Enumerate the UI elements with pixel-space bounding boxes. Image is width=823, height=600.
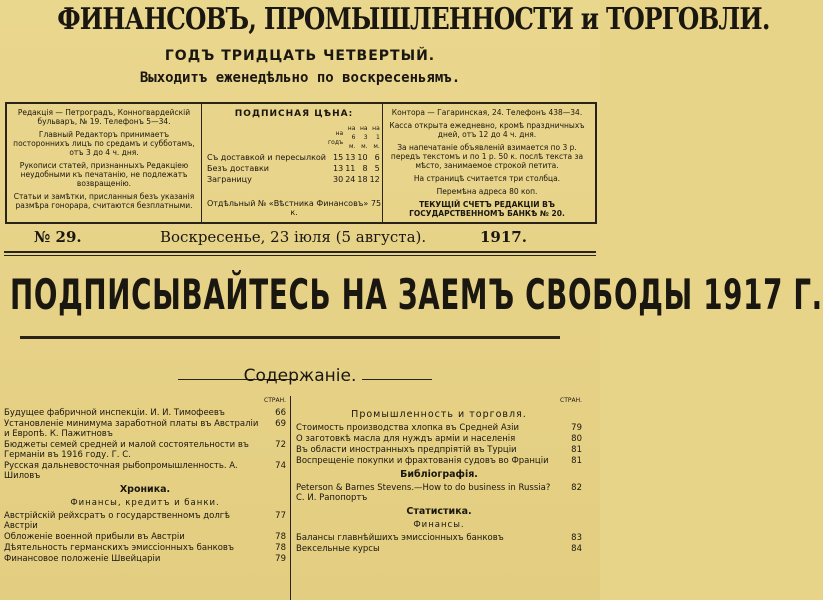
bank-account-note: ТЕКУЩІЙ СЧЕТЪ РЕДАКЦІИ ВЪ ГОСУДАРСТВЕННОМЪ БАНКѢ № 20. [409, 200, 565, 218]
toc-entry-title: Русская дальневосточная рыбопромышленность. А. Шиловъ [4, 461, 238, 481]
toc-entry-title: Финансовое положеніе Швейцаріи [4, 554, 161, 564]
toc-entry[interactable] [296, 483, 582, 503]
toc-entry[interactable] [296, 423, 582, 433]
info-box [5, 102, 597, 224]
columns-note: На страницѣ считается три столбца. [413, 174, 561, 183]
toc-entry-page: 78 [275, 543, 286, 553]
toc-entry-title: Бюджеты семей средней и малой состоятельности въ Германіи въ 1916 году. Г. С. [4, 440, 249, 460]
price-cell: 5 [374, 164, 380, 173]
toc-left-column [4, 396, 286, 565]
divider [4, 255, 596, 256]
toc-entry-page: 78 [275, 532, 286, 542]
toc-entry-page: 77 [275, 511, 286, 521]
price-cell: 12 [369, 175, 380, 184]
toc-entry-page: 81 [571, 445, 582, 455]
manuscripts-note: Рукописи статей, признанныхъ Редакціею неудобными къ печатанію, не подлежатъ возвращенію. [19, 161, 189, 188]
price-cell: 13 [345, 153, 356, 162]
subsection-heading: Финансы, кредитъ и банки. [70, 498, 220, 508]
prices-row-label: Заграницу [207, 175, 252, 184]
ad-rates: За напечатаніе объявленій взимается по 3 р. передъ текстомъ и по 1 р. 50 к. послѣ текста за мѣсто, занимаемое строкой петита. [390, 143, 584, 170]
prices-header-cell: на 1 м. [372, 125, 380, 150]
toc-entry[interactable] [4, 461, 286, 481]
page-column-label: СТРАН. [560, 397, 582, 404]
toc-entry[interactable] [4, 408, 286, 418]
subscription-prices-column [201, 104, 383, 222]
toc-entry-page: 83 [571, 533, 582, 543]
page-column-label: СТРАН. [264, 397, 286, 404]
price-cell: 13 [333, 164, 344, 173]
price-cell: 18 [357, 175, 368, 184]
banner-underline [20, 336, 560, 339]
masthead-title: ФИНАНСОВЪ, ПРОМЫШЛЕННОСТИ и ТОРГОВЛИ. [57, 2, 770, 37]
prices-row [206, 163, 381, 174]
divider [4, 251, 596, 253]
address-change-fee: Перемѣна адреса 80 коп. [436, 187, 538, 196]
prices-row [206, 174, 381, 185]
toc-right-column [296, 396, 582, 555]
prices-row [206, 152, 381, 163]
toc-entry-page: 72 [275, 440, 286, 450]
toc-entry[interactable] [296, 544, 582, 554]
toc-title: Содержаніе. [243, 366, 357, 386]
office-address: Контора — Гагаринская, 24. Телефонъ 438—34. [391, 108, 583, 117]
fees-note: Статьи и замѣтки, присланныя безъ указанія размѣра гонорара, считаются безплатными. [13, 192, 195, 210]
section-heading: Промышленность и торговля. [351, 409, 527, 420]
toc-entry[interactable] [4, 440, 286, 460]
prices-row-label: Безъ доставки [207, 164, 269, 173]
price-cell: 15 [333, 153, 344, 162]
toc-entry-title: Будущее фабричной инспекціи. И. И. Тимофеевъ [4, 408, 225, 418]
toc-entry-title: Peterson & Barnes Stevens.—How to do business in Russia? С. И. Рапопортъ [296, 483, 551, 503]
section-heading: Хроника. [119, 484, 171, 495]
office-info-column [383, 104, 591, 222]
section-heading: Статистика. [406, 506, 472, 517]
editorial-address: Редакція — Петроградъ, Конногвардейскій бульваръ, № 19. Телефонъ 5—34. [17, 108, 191, 126]
weekly-line: Выходитъ еженедѣльно по воскресеньямъ. [139, 70, 461, 86]
single-issue-price: Отдѣльный № «Вѣстника Финансовъ» 75 к. [206, 199, 382, 217]
prices-header-row [206, 123, 381, 152]
loan-banner: ПОДПИСЫВАЙТЕСЬ НА ЗАЕМЪ СВОБОДЫ 1917 Г. [10, 270, 823, 319]
cashier-hours: Касса открыта ежедневно, кромѣ праздничныхъ дней, отъ 12 до 4 ч. дня. [389, 121, 585, 139]
year-line: ГОДЪ ТРИДЦАТЬ ЧЕТВЕРТЫЙ. [164, 48, 436, 64]
toc-entry-title: Воспрещеніе покупки и фрахтованія судовъ во Франціи [296, 456, 549, 466]
price-cell: 6 [374, 153, 380, 162]
toc-entry[interactable] [296, 456, 582, 466]
toc-entry-title: Австрійскій рейхсратъ о государственномъ долгѣ Австріи [4, 511, 230, 531]
toc-entry-title: Установленіе минимума заработной платы въ Австраліи и Европѣ. К. Пажитновъ [4, 419, 259, 439]
toc-entry-title: О заготовкѣ масла для нуждъ арміи и населенія [296, 434, 516, 444]
toc-entry[interactable] [4, 419, 286, 439]
toc-entry-page: 82 [571, 483, 582, 493]
toc-entry-title: Вексельные курсы [296, 544, 380, 554]
toc-entry-page: 84 [571, 544, 582, 554]
toc-entry-page: 80 [571, 434, 582, 444]
column-divider [290, 396, 291, 600]
toc-entry[interactable] [296, 445, 582, 455]
toc-entry-title: Въ области иностранныхъ предпріятій въ Турціи [296, 445, 517, 455]
toc-entry[interactable] [296, 533, 582, 543]
price-cell: 8 [362, 164, 368, 173]
toc-entry[interactable] [4, 511, 286, 531]
toc-entry-title: Стоимость производства хлопка въ Средней Азіи [296, 423, 520, 433]
toc-entry-page: 79 [571, 423, 582, 433]
prices-header-cell: на 3 м. [359, 125, 368, 150]
toc-entry-page: 74 [275, 461, 286, 471]
toc-entry-page: 69 [275, 419, 286, 429]
dateline [0, 226, 600, 248]
subsection-heading: Финансы. [413, 520, 465, 530]
toc-entry-title: Обложеніе военной прибыли въ Австріи [4, 532, 185, 542]
toc-entry[interactable] [4, 554, 286, 564]
toc-entry-page: 79 [275, 554, 286, 564]
section-heading: Библіографія. [400, 469, 478, 480]
price-cell: 11 [345, 164, 356, 173]
toc-entry[interactable] [4, 532, 286, 542]
prices-title: ПОДПИСНАЯ ЦѢНА: [234, 109, 354, 119]
prices-table [206, 123, 381, 185]
price-cell: 24 [345, 175, 356, 184]
prices-header-cell: на 6 м. [347, 125, 356, 150]
toc-entry-page: 81 [571, 456, 582, 466]
toc-title-rule-right [362, 379, 432, 380]
issue-year: 1917. [480, 228, 527, 246]
issue-number: № 29. [34, 228, 82, 246]
editorial-info-column [11, 104, 197, 222]
toc-entry-page: 66 [275, 408, 286, 418]
toc-entry-title: Дѣятельность германскихъ эмиссіонныхъ банковъ [4, 543, 234, 553]
price-cell: 30 [333, 175, 344, 184]
price-cell: 10 [357, 153, 368, 162]
issue-date: Воскресенье, 23 іюля (5 августа). [160, 228, 427, 246]
toc-entry[interactable] [4, 543, 286, 553]
prices-header-cell: на годъ [328, 129, 344, 146]
toc-entry-title: Балансы главнѣйшихъ эмиссіонныхъ банковъ [296, 533, 504, 543]
toc-entry[interactable] [296, 434, 582, 444]
prices-row-label: Съ доставкой и пересылкой [207, 153, 326, 162]
editor-hours: Главный Редакторъ принимаетъ постороннихъ лицъ по средамъ и субботамъ, отъ 3 до 4 ч. дня. [13, 130, 195, 157]
